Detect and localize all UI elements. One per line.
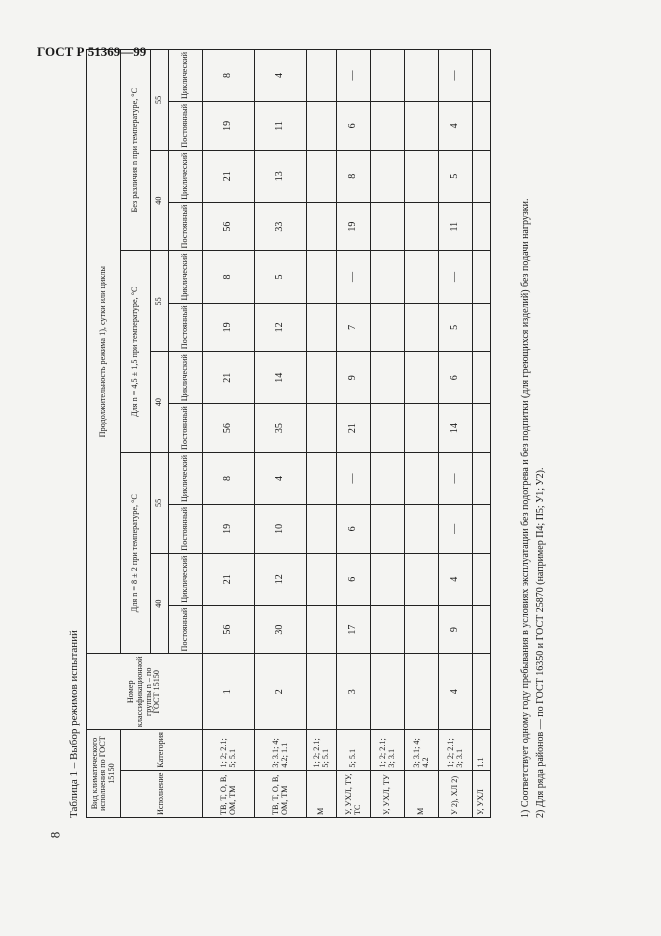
table-cell: 21	[203, 352, 255, 404]
table-cell	[473, 404, 491, 453]
table-cell: 1; 2; 2.1; 3; 3.1	[371, 730, 405, 770]
table-cell: 5	[255, 251, 307, 303]
table-cell: —	[337, 251, 371, 303]
table-cell: —	[337, 49, 371, 101]
table-cell	[307, 202, 337, 251]
table-cell	[473, 505, 491, 554]
table-cell: 4	[439, 553, 473, 605]
mode-cyclic: Циклический	[169, 150, 203, 202]
mode-cyclic: Циклический	[169, 49, 203, 101]
test-modes-table	[86, 49, 491, 818]
table-cell	[307, 553, 337, 605]
table-row	[439, 49, 473, 817]
table-cell: ТВ, Т, О, В, ОМ, ТМ	[203, 770, 255, 817]
table-row	[371, 49, 405, 817]
table-cell: 19	[203, 303, 255, 352]
mode-cyclic: Циклический	[169, 553, 203, 605]
table-cell: 56	[203, 202, 255, 251]
table-cell: 30	[255, 605, 307, 654]
table-cell	[405, 452, 439, 504]
table-cell	[307, 49, 337, 101]
table-cell: 5	[439, 150, 473, 202]
mode-cyclic: Циклический	[169, 251, 203, 303]
table-cell: 4	[255, 49, 307, 101]
table-cell: У, УХЛ	[473, 770, 491, 817]
table-cell	[473, 654, 491, 730]
table-cell: 4	[439, 102, 473, 151]
table-cell	[371, 102, 405, 151]
table-cell: 33	[255, 202, 307, 251]
table-cell	[307, 352, 337, 404]
table-cell: —	[337, 452, 371, 504]
group1-header: Для n = 8 ± 2 при температуре, °С	[121, 452, 151, 654]
table-cell: М	[307, 770, 337, 817]
table-cell	[371, 505, 405, 554]
table-cell	[405, 150, 439, 202]
mode-cyclic: Циклический	[169, 352, 203, 404]
classif-header: Номер классификационной группы n – по ГОСТ 15150	[87, 654, 203, 730]
table-cell: У 2), ХЛ 2)	[439, 770, 473, 817]
table-row	[255, 49, 307, 817]
table-cell	[371, 150, 405, 202]
table-cell: 14	[255, 352, 307, 404]
table-cell: 7	[337, 303, 371, 352]
duration-header: Продолжительность режима 1), сутки или циклы	[87, 49, 121, 654]
execution-header: Исполнение	[121, 770, 203, 817]
table-cell	[307, 605, 337, 654]
temp-40: 40	[151, 553, 169, 654]
table-cell: 12	[255, 303, 307, 352]
table-cell: 19	[203, 102, 255, 151]
table-cell	[371, 303, 405, 352]
table-cell	[307, 102, 337, 151]
table-cell	[405, 49, 439, 101]
table-cell: —	[439, 251, 473, 303]
table-cell: 1.1	[473, 730, 491, 770]
table-cell: 14	[439, 404, 473, 453]
table-cell: 12	[255, 553, 307, 605]
table-cell: —	[439, 49, 473, 101]
table-cell	[371, 452, 405, 504]
table-cell	[405, 102, 439, 151]
table-cell	[371, 553, 405, 605]
category-header: Категория	[121, 730, 203, 770]
table-cell: 13	[255, 150, 307, 202]
table-cell: 6	[337, 553, 371, 605]
table-cell: 19	[203, 505, 255, 554]
table-cell	[405, 404, 439, 453]
table-cell: —	[439, 452, 473, 504]
climatic-header: Вид климатического исполнения по ГОСТ 15150	[87, 730, 121, 818]
mode-constant: Постоянный	[169, 505, 203, 554]
footnote-2: 2) Для ряда районов — по ГОСТ 16350 и ГОСТ 25870 (например П4; П5; У1; У2).	[535, 467, 546, 818]
table-cell: У, УХЛ, ТУ	[371, 770, 405, 817]
group2-header: Для n = 4,5 ± 1,5 при температуре, °С	[121, 251, 151, 453]
table-cell	[371, 404, 405, 453]
table-cell: 4	[439, 654, 473, 730]
table-cell	[405, 654, 439, 730]
table-cell	[405, 303, 439, 352]
table-cell: 6	[337, 505, 371, 554]
table-cell	[473, 553, 491, 605]
table-cell	[473, 251, 491, 303]
table-cell: 21	[337, 404, 371, 453]
table-cell: 6	[439, 352, 473, 404]
table-cell	[307, 452, 337, 504]
table-cell: 9	[439, 605, 473, 654]
table-caption: Таблица 1 – Выбор режимов испытаний	[68, 630, 80, 818]
table-cell: 21	[203, 553, 255, 605]
table-cell	[307, 654, 337, 730]
temp-40: 40	[151, 352, 169, 453]
table-cell: 9	[337, 352, 371, 404]
table-row	[337, 49, 371, 817]
table-cell: 5	[439, 303, 473, 352]
table-cell: 1	[203, 654, 255, 730]
page-number: 8	[47, 831, 63, 839]
table-cell	[473, 202, 491, 251]
mode-constant: Постоянный	[169, 605, 203, 654]
table-row	[307, 49, 337, 817]
table-cell	[307, 150, 337, 202]
table-cell	[371, 202, 405, 251]
table-cell	[371, 251, 405, 303]
group3-header: Без различия n при температуре, °С	[121, 49, 151, 251]
table-cell: 56	[203, 404, 255, 453]
mode-constant: Постоянный	[169, 102, 203, 151]
table-cell: 11	[255, 102, 307, 151]
table-cell	[405, 202, 439, 251]
table-cell	[405, 352, 439, 404]
table-cell: 19	[337, 202, 371, 251]
table-cell	[307, 303, 337, 352]
table-cell	[473, 605, 491, 654]
footnote-1: 1) Соответствует одному году пребывания в условиях эксплуатации без подогрева и без подпитки (для греющихся изделий) без подачи нагрузки.	[520, 198, 531, 818]
table-cell: 3; 3.1; 4; 4.2; 1.1	[255, 730, 307, 770]
table-cell	[307, 251, 337, 303]
table-cell: ТВ, Т, О, В, ОМ, ТМ	[255, 770, 307, 817]
table-cell	[473, 352, 491, 404]
table-cell: 1; 2; 2.1; 3; 3.1	[439, 730, 473, 770]
table-cell	[405, 553, 439, 605]
mode-constant: Постоянный	[169, 404, 203, 453]
table-cell: 17	[337, 605, 371, 654]
table-cell: 2	[255, 654, 307, 730]
table-cell	[405, 605, 439, 654]
table-cell: 4	[255, 452, 307, 504]
table-cell: 56	[203, 605, 255, 654]
table-cell	[473, 303, 491, 352]
table-cell: 8	[337, 150, 371, 202]
table-cell: М	[405, 770, 439, 817]
table-cell	[371, 605, 405, 654]
table-cell	[371, 352, 405, 404]
document-code: ГОСТ Р 51369—99	[37, 44, 147, 59]
mode-constant: Постоянный	[169, 303, 203, 352]
table-cell: 1; 2; 2.1; 5; 5.1	[203, 730, 255, 770]
table-row	[203, 49, 255, 817]
table-cell: 8	[203, 452, 255, 504]
table-cell	[473, 102, 491, 151]
table-cell: 10	[255, 505, 307, 554]
table-cell	[405, 251, 439, 303]
table-cell: 8	[203, 251, 255, 303]
table-cell: 35	[255, 404, 307, 453]
temp-55: 55	[151, 251, 169, 352]
table-cell: У, УХЛ, ТУ, ТС	[337, 770, 371, 817]
table-cell: 8	[203, 49, 255, 101]
table-cell	[307, 505, 337, 554]
table-cell: 21	[203, 150, 255, 202]
table-cell	[473, 150, 491, 202]
table-cell: —	[439, 505, 473, 554]
table-cell	[307, 404, 337, 453]
table-cell: 3; 3.1; 4; 4.2	[405, 730, 439, 770]
table-cell: 3	[337, 654, 371, 730]
mode-constant: Постоянный	[169, 202, 203, 251]
table-cell	[371, 654, 405, 730]
table-cell: 5; 5.1	[337, 730, 371, 770]
table-cell: 1; 2; 2.1; 5; 5.1	[307, 730, 337, 770]
table-cell: 6	[337, 102, 371, 151]
table-cell: 11	[439, 202, 473, 251]
temp-55: 55	[151, 452, 169, 553]
table-row	[473, 49, 491, 817]
table-cell	[473, 452, 491, 504]
table-row	[405, 49, 439, 817]
table-cell	[473, 49, 491, 101]
mode-cyclic: Циклический	[169, 452, 203, 504]
table-cell	[405, 505, 439, 554]
temp-55: 55	[151, 49, 169, 150]
table-cell	[371, 49, 405, 101]
temp-40: 40	[151, 150, 169, 251]
